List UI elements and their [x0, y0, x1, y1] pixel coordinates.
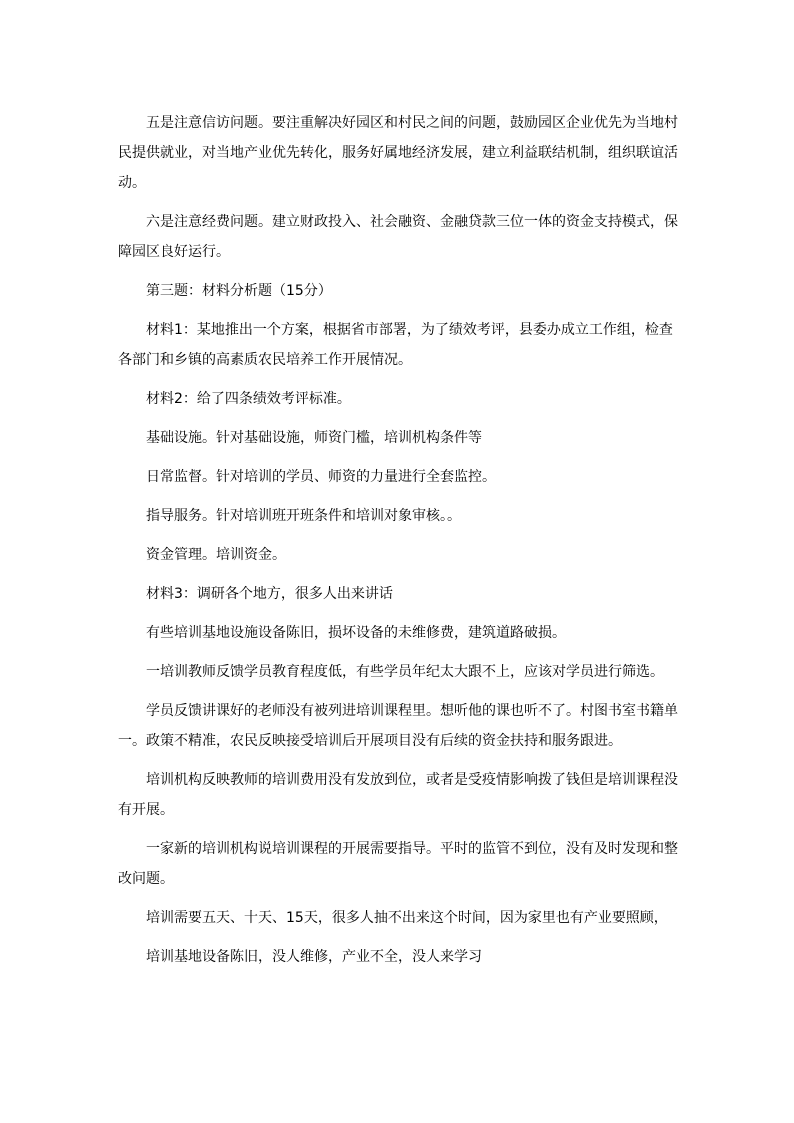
feedback-facilities: 有些培训基地设施设备陈旧，损坏设备的未维修费，建筑道路破损。 — [146, 625, 566, 641]
feedback-training-duration: 培训需要五天、十天、15天，很多人抽不出来这个时间，因为家里也有产业要照顾， — [146, 910, 668, 926]
paragraph-fifth-point: 五是注意信访问题。要注重解决好园区和村民之间的问题，鼓励园区企业优先为当地村民提供就业，对当地产业优先转化，服务好属地经济发展，建立利益联结机制，组织联谊活动。 — [118, 115, 678, 191]
feedback-student: 学员反馈讲课好的老师没有被列进培训课程里。想听他的课也听不了。村图书室书籍单一。政策不精准，农民反映接受培训后开展项目没有后续的资金扶持和服务跟进。 — [118, 703, 678, 749]
criterion-infrastructure: 基础设施。针对基础设施，师资门槛，培训机构条件等 — [146, 430, 482, 446]
material-three-paragraph: 材料3：调研各个地方，很多人出来讲话 — [146, 586, 393, 602]
material-two-paragraph: 材料2：给了四条绩效考评标准。 — [146, 391, 351, 407]
criterion-daily-supervision: 日常监督。针对培训的学员、师资的力量进行全套监控。 — [146, 469, 496, 485]
paragraph-sixth-point: 六是注意经费问题。建立财政投入、社会融资、金融贷款三位一体的资金支持模式，保障园区良好运行。 — [118, 214, 678, 260]
criterion-guidance-service: 指导服务。针对培训班开班条件和培训对象审核。。 — [146, 508, 461, 524]
criterion-fund-management: 资金管理。培训资金。 — [146, 547, 286, 563]
feedback-training-institution: 培训机构反映教师的培训费用没有发放到位，或者是受疫情影响拨了钱但是培训课程没有开展。 — [118, 772, 678, 818]
feedback-teacher: 一培训教师反馈学员教育程度低，有些学员年纪太大跟不上，应该对学员进行筛选。 — [146, 664, 664, 680]
document-body — [118, 108, 678, 972]
question-three-heading: 第三题：材料分析题（15分） — [146, 283, 332, 299]
material-one-paragraph: 材料1：某地推出一个方案，根据省市部署，为了绩效考评，县委办成立工作组，检查各部门和乡镇的高素质农民培养工作开展情况。 — [118, 322, 673, 368]
feedback-base-equipment: 培训基地设备陈旧，没人维修，产业不全，没人来学习 — [146, 949, 482, 965]
feedback-new-institution: 一家新的培训机构说培训课程的开展需要指导。平时的监管不到位，没有及时发现和整改问题。 — [118, 841, 678, 887]
